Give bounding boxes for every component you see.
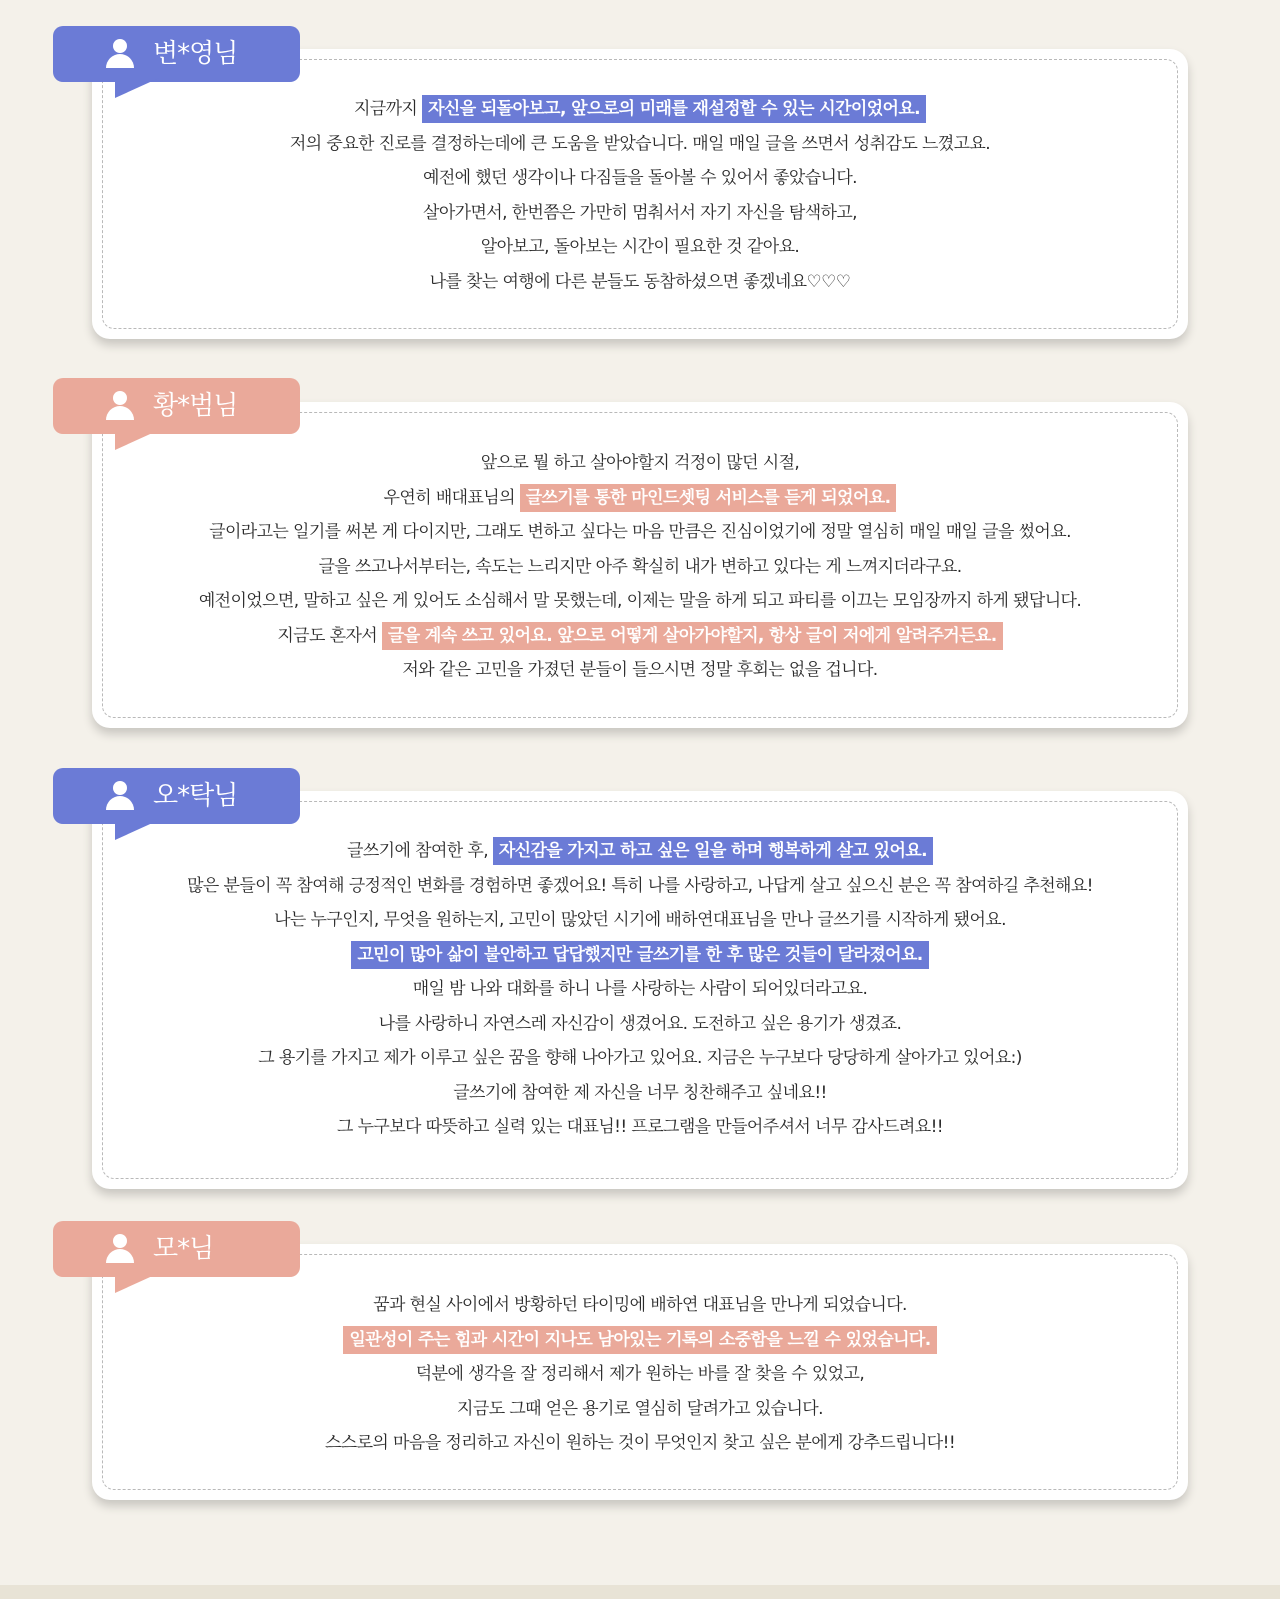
review-line-text: 나는 누구인지, 무엇을 원하는지, 고민이 많았던 시기에 배하연대표님을 만나 글쓰기를 시작하게 됐어요. — [274, 910, 1006, 930]
review-line-text: 저의 중요한 진로를 결정하는데에 큰 도움을 받았습니다. 매일 매일 글을 쓰면서 성취감도 느꼈고요. — [289, 133, 991, 154]
review-line-text: 예전이었으면, 말하고 싶은 게 있어도 소심해서 말 못했는데, 이제는 말을 하게 되고 파티를 이끄는 모임장까지 하게 됐답니다. — [198, 591, 1082, 611]
review-line — [92, 1426, 1188, 1461]
review-line — [92, 834, 1188, 869]
review-line-text: 우연히 배대표님의 — [383, 487, 520, 508]
reviewer-name: 황*범님 — [153, 391, 238, 421]
review-line — [92, 196, 1188, 231]
review-line — [92, 446, 1188, 481]
review-highlight: 글을 계속 쓰고 있어요. 앞으로 어떻게 살아가야할지, 항상 글이 저에게 알려주거든요. — [382, 622, 1003, 650]
review-line — [92, 515, 1188, 550]
review-line — [92, 584, 1188, 619]
review-highlight: 자신을 되돌아보고, 앞으로의 미래를 재설정할 수 있는 시간이었어요. — [422, 95, 926, 123]
review-line-text: 알아보고, 돌아보는 시간이 필요한 것 같아요. — [480, 237, 800, 257]
review-text — [92, 834, 1188, 1145]
review-line — [92, 230, 1188, 265]
review-text — [92, 446, 1188, 688]
review-line — [92, 1041, 1188, 1076]
review-line-text: 스스로의 마음을 정리하고 자신이 원하는 것이 무엇인지 찾고 싶은 분에게 강추드립니다!! — [324, 1433, 956, 1453]
review-line — [92, 92, 1188, 127]
user-icon — [105, 1234, 135, 1264]
review-line-text: 지금까지 — [353, 99, 423, 119]
reviewer-name: 모*님 — [153, 1234, 214, 1264]
review-line — [92, 619, 1188, 654]
review-line — [92, 1323, 1188, 1358]
review-line — [92, 972, 1188, 1007]
review-line — [92, 161, 1188, 196]
reviewer-tag — [53, 1221, 300, 1277]
review-line-text: 그 용기를 가지고 제가 이루고 싶은 꿈을 향해 나아가고 있어요. 지금은 누구보다 당당하게 살아가고 있어요:) — [258, 1048, 1022, 1068]
reviewer-tag — [53, 378, 300, 434]
reviewer-tag — [53, 768, 300, 824]
review-text — [92, 92, 1188, 299]
review-highlight: 글쓰기를 통한 마인드셋팅 서비스를 듣게 되었어요. — [520, 484, 897, 512]
review-line — [92, 1357, 1188, 1392]
review-line-text: 많은 분들이 꼭 참여해 긍정적인 변화를 경험하면 좋겠어요! 특히 나를 사랑하고, 나답게 살고 싶으신 분은 꼭 참여하길 추천해요! — [187, 875, 1093, 896]
review-line-text: 글을 쓰고나서부터는, 속도는 느리지만 아주 확실히 내가 변하고 있다는 게 느껴지더라구요. — [318, 556, 962, 577]
user-icon — [105, 391, 135, 421]
review-line-text: 앞으로 뭘 하고 살아야할지 걱정이 많던 시절, — [480, 453, 800, 473]
review-line — [92, 938, 1188, 973]
review-line — [92, 903, 1188, 938]
review-line — [92, 1392, 1188, 1427]
review-highlight: 고민이 많아 삶이 불안하고 답답했지만 글쓰기를 한 후 많은 것들이 달라졌어요. — [351, 941, 928, 969]
reviewer-name: 오*탁님 — [153, 781, 238, 811]
review-line — [92, 1110, 1188, 1145]
reviewer-tag — [53, 26, 300, 82]
review-line-text: 저와 같은 고민을 가졌던 분들이 들으시면 정말 후회는 없을 겁니다. — [402, 660, 878, 680]
review-line — [92, 1288, 1188, 1323]
review-line — [92, 265, 1188, 300]
review-line-text: 덕분에 생각을 잘 정리해서 제가 원하는 바를 잘 찾을 수 있었고, — [415, 1364, 865, 1384]
review-line-text: 글쓰기에 참여한 후, — [347, 841, 493, 861]
review-line-text: 지금도 그때 얻은 용기로 열심히 달려가고 있습니다. — [457, 1398, 823, 1419]
user-icon — [105, 781, 135, 811]
review-line — [92, 127, 1188, 162]
review-line-text: 매일 밤 나와 대화를 하니 나를 사랑하는 사람이 되어있더라고요. — [412, 979, 868, 999]
review-line-text: 나를 찾는 여행에 다른 분들도 동참하셨으면 좋겠네요♡♡♡ — [429, 271, 851, 292]
reviewer-name: 변*영님 — [153, 39, 238, 69]
review-highlight: 일관성이 주는 힘과 시간이 지나도 남아있는 기록의 소중함을 느낄 수 있었습니다. — [343, 1326, 936, 1354]
review-line — [92, 481, 1188, 516]
review-text — [92, 1288, 1188, 1461]
review-line-text: 예전에 했던 생각이나 다짐들을 돌아볼 수 있어서 좋았습니다. — [423, 168, 857, 188]
user-icon — [105, 39, 135, 69]
review-line-text: 글이라고는 일기를 써본 게 다이지만, 그래도 변하고 싶다는 마음 만큼은 진심이었기에 정말 열심히 매일 매일 글을 썼어요. — [209, 522, 1071, 542]
review-highlight: 자신감을 가지고 하고 싶은 일을 하며 행복하게 살고 있어요. — [493, 837, 933, 865]
bottom-band — [0, 1585, 1280, 1599]
review-line-text: 글쓰기에 참여한 제 자신을 너무 칭찬해주고 싶네요!! — [453, 1082, 827, 1103]
review-line — [92, 550, 1188, 585]
review-line — [92, 653, 1188, 688]
review-line-text: 그 누구보다 따뜻하고 실력 있는 대표님!! 프로그램을 만들어주셔서 너무 감사드려요!! — [336, 1117, 944, 1137]
review-line — [92, 1007, 1188, 1042]
review-line-text: 살아가면서, 한번쯤은 가만히 멈춰서서 자기 자신을 탐색하고, — [423, 202, 857, 223]
review-line — [92, 1076, 1188, 1111]
review-line-text: 꿈과 현실 사이에서 방황하던 타이밍에 배하연 대표님을 만나게 되었습니다. — [373, 1295, 907, 1315]
review-line-text: 나를 사랑하니 자연스레 자신감이 생겼어요. 도전하고 싶은 용기가 생겼죠. — [378, 1013, 902, 1034]
review-line-text: 지금도 혼자서 — [277, 625, 382, 646]
review-line — [92, 869, 1188, 904]
